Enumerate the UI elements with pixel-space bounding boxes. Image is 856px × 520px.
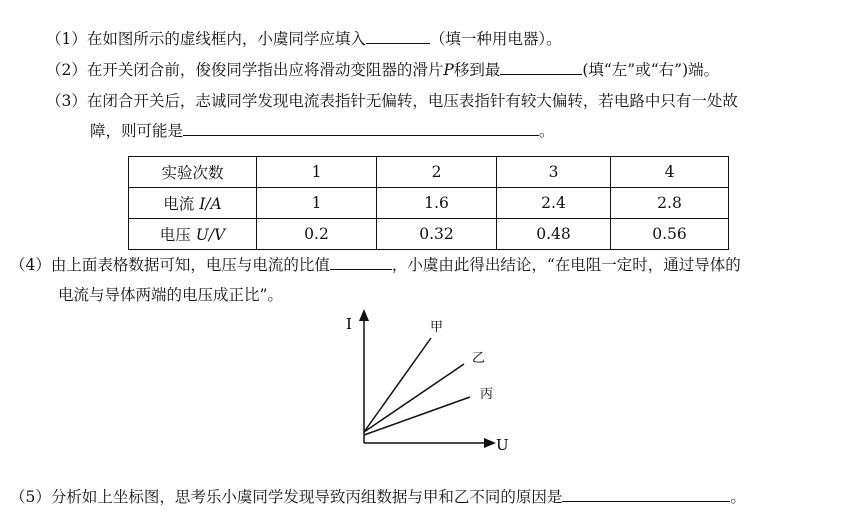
question-3-line-2 xyxy=(90,120,555,142)
question-5 xyxy=(10,486,746,508)
table-cell: 2 xyxy=(377,157,497,188)
y-axis-label: I xyxy=(346,315,352,333)
table-cell: 4 xyxy=(611,157,729,188)
line-bing xyxy=(364,397,470,435)
table-cell: 0.32 xyxy=(377,219,497,250)
question-3-text-2: 障，则可能是 xyxy=(90,122,184,140)
question-3-line-1 xyxy=(46,90,738,112)
y-axis-arrow xyxy=(359,309,369,321)
line-yi xyxy=(364,364,464,432)
data-table xyxy=(128,156,729,250)
voltage-symbol: U/V xyxy=(195,226,226,244)
question-4-line-1 xyxy=(10,254,741,276)
table-cell: 1 xyxy=(257,157,377,188)
question-4-text-2: ，小虞由此得出结论，“在电阻一定时，通过导体的 xyxy=(391,256,741,274)
table-row xyxy=(129,219,729,250)
table-header-cell xyxy=(129,219,257,250)
question-1-text: （1）在如图所示的虚线框内，小虞同学应填入 xyxy=(46,30,366,48)
question-3-suffix: 。 xyxy=(539,122,555,140)
current-label: 电流 xyxy=(163,195,200,213)
question-3-text: （3）在闭合开关后，志诚同学发现电流表指针无偏转，电压表指针有较大偏转，若电路中只有一处故 xyxy=(46,92,738,110)
slider-variable: P xyxy=(443,61,454,79)
line-jia xyxy=(364,338,431,432)
table-row xyxy=(129,188,729,219)
question-1 xyxy=(46,28,562,50)
table-cell: 0.2 xyxy=(257,219,377,250)
question-4-line-2 xyxy=(58,284,283,306)
line-label-jia: 甲 xyxy=(430,320,444,335)
current-symbol: I/A xyxy=(199,195,222,213)
table-cell: 2.8 xyxy=(611,188,729,219)
line-label-bing: 丙 xyxy=(480,387,494,402)
x-axis-arrow xyxy=(484,438,496,448)
question-5-text: （5）分析如上坐标图，思考乐小虞同学发现导致丙组数据与甲和乙不同的原因是 xyxy=(10,488,563,506)
table-row xyxy=(129,157,729,188)
answer-blank-5[interactable] xyxy=(562,486,730,502)
question-2-suffix: (填“左”或“右”)端。 xyxy=(582,61,720,79)
question-5-suffix: 。 xyxy=(730,488,746,506)
table-cell: 1 xyxy=(257,188,377,219)
answer-blank-4[interactable] xyxy=(330,254,392,270)
table-header-cell: 实验次数 xyxy=(129,157,257,188)
question-2 xyxy=(46,59,719,81)
table-cell: 3 xyxy=(497,157,611,188)
i-u-graph xyxy=(330,305,530,465)
answer-blank-2[interactable] xyxy=(500,59,582,75)
voltage-label: 电压 xyxy=(159,226,196,244)
answer-blank-3[interactable] xyxy=(183,120,539,136)
table-cell: 0.56 xyxy=(611,219,729,250)
table-cell: 1.6 xyxy=(377,188,497,219)
line-label-yi: 乙 xyxy=(472,351,486,366)
answer-blank-1[interactable] xyxy=(366,28,430,44)
table-cell: 0.48 xyxy=(497,219,611,250)
question-2-middle: 移到最 xyxy=(453,61,501,79)
table-cell: 2.4 xyxy=(497,188,611,219)
x-axis-label: U xyxy=(496,436,509,454)
question-4-text-3: 电流与导体两端的电压成正比”。 xyxy=(58,286,283,304)
question-2-text: （2）在开关闭合前，俊俊同学指出应将滑动变阻器的滑片 xyxy=(46,61,444,79)
question-1-suffix: （填一种用电器）。 xyxy=(429,30,562,48)
table-header-cell xyxy=(129,188,257,219)
question-4-text: （4）由上面表格数据可知，电压与电流的比值 xyxy=(10,256,330,274)
